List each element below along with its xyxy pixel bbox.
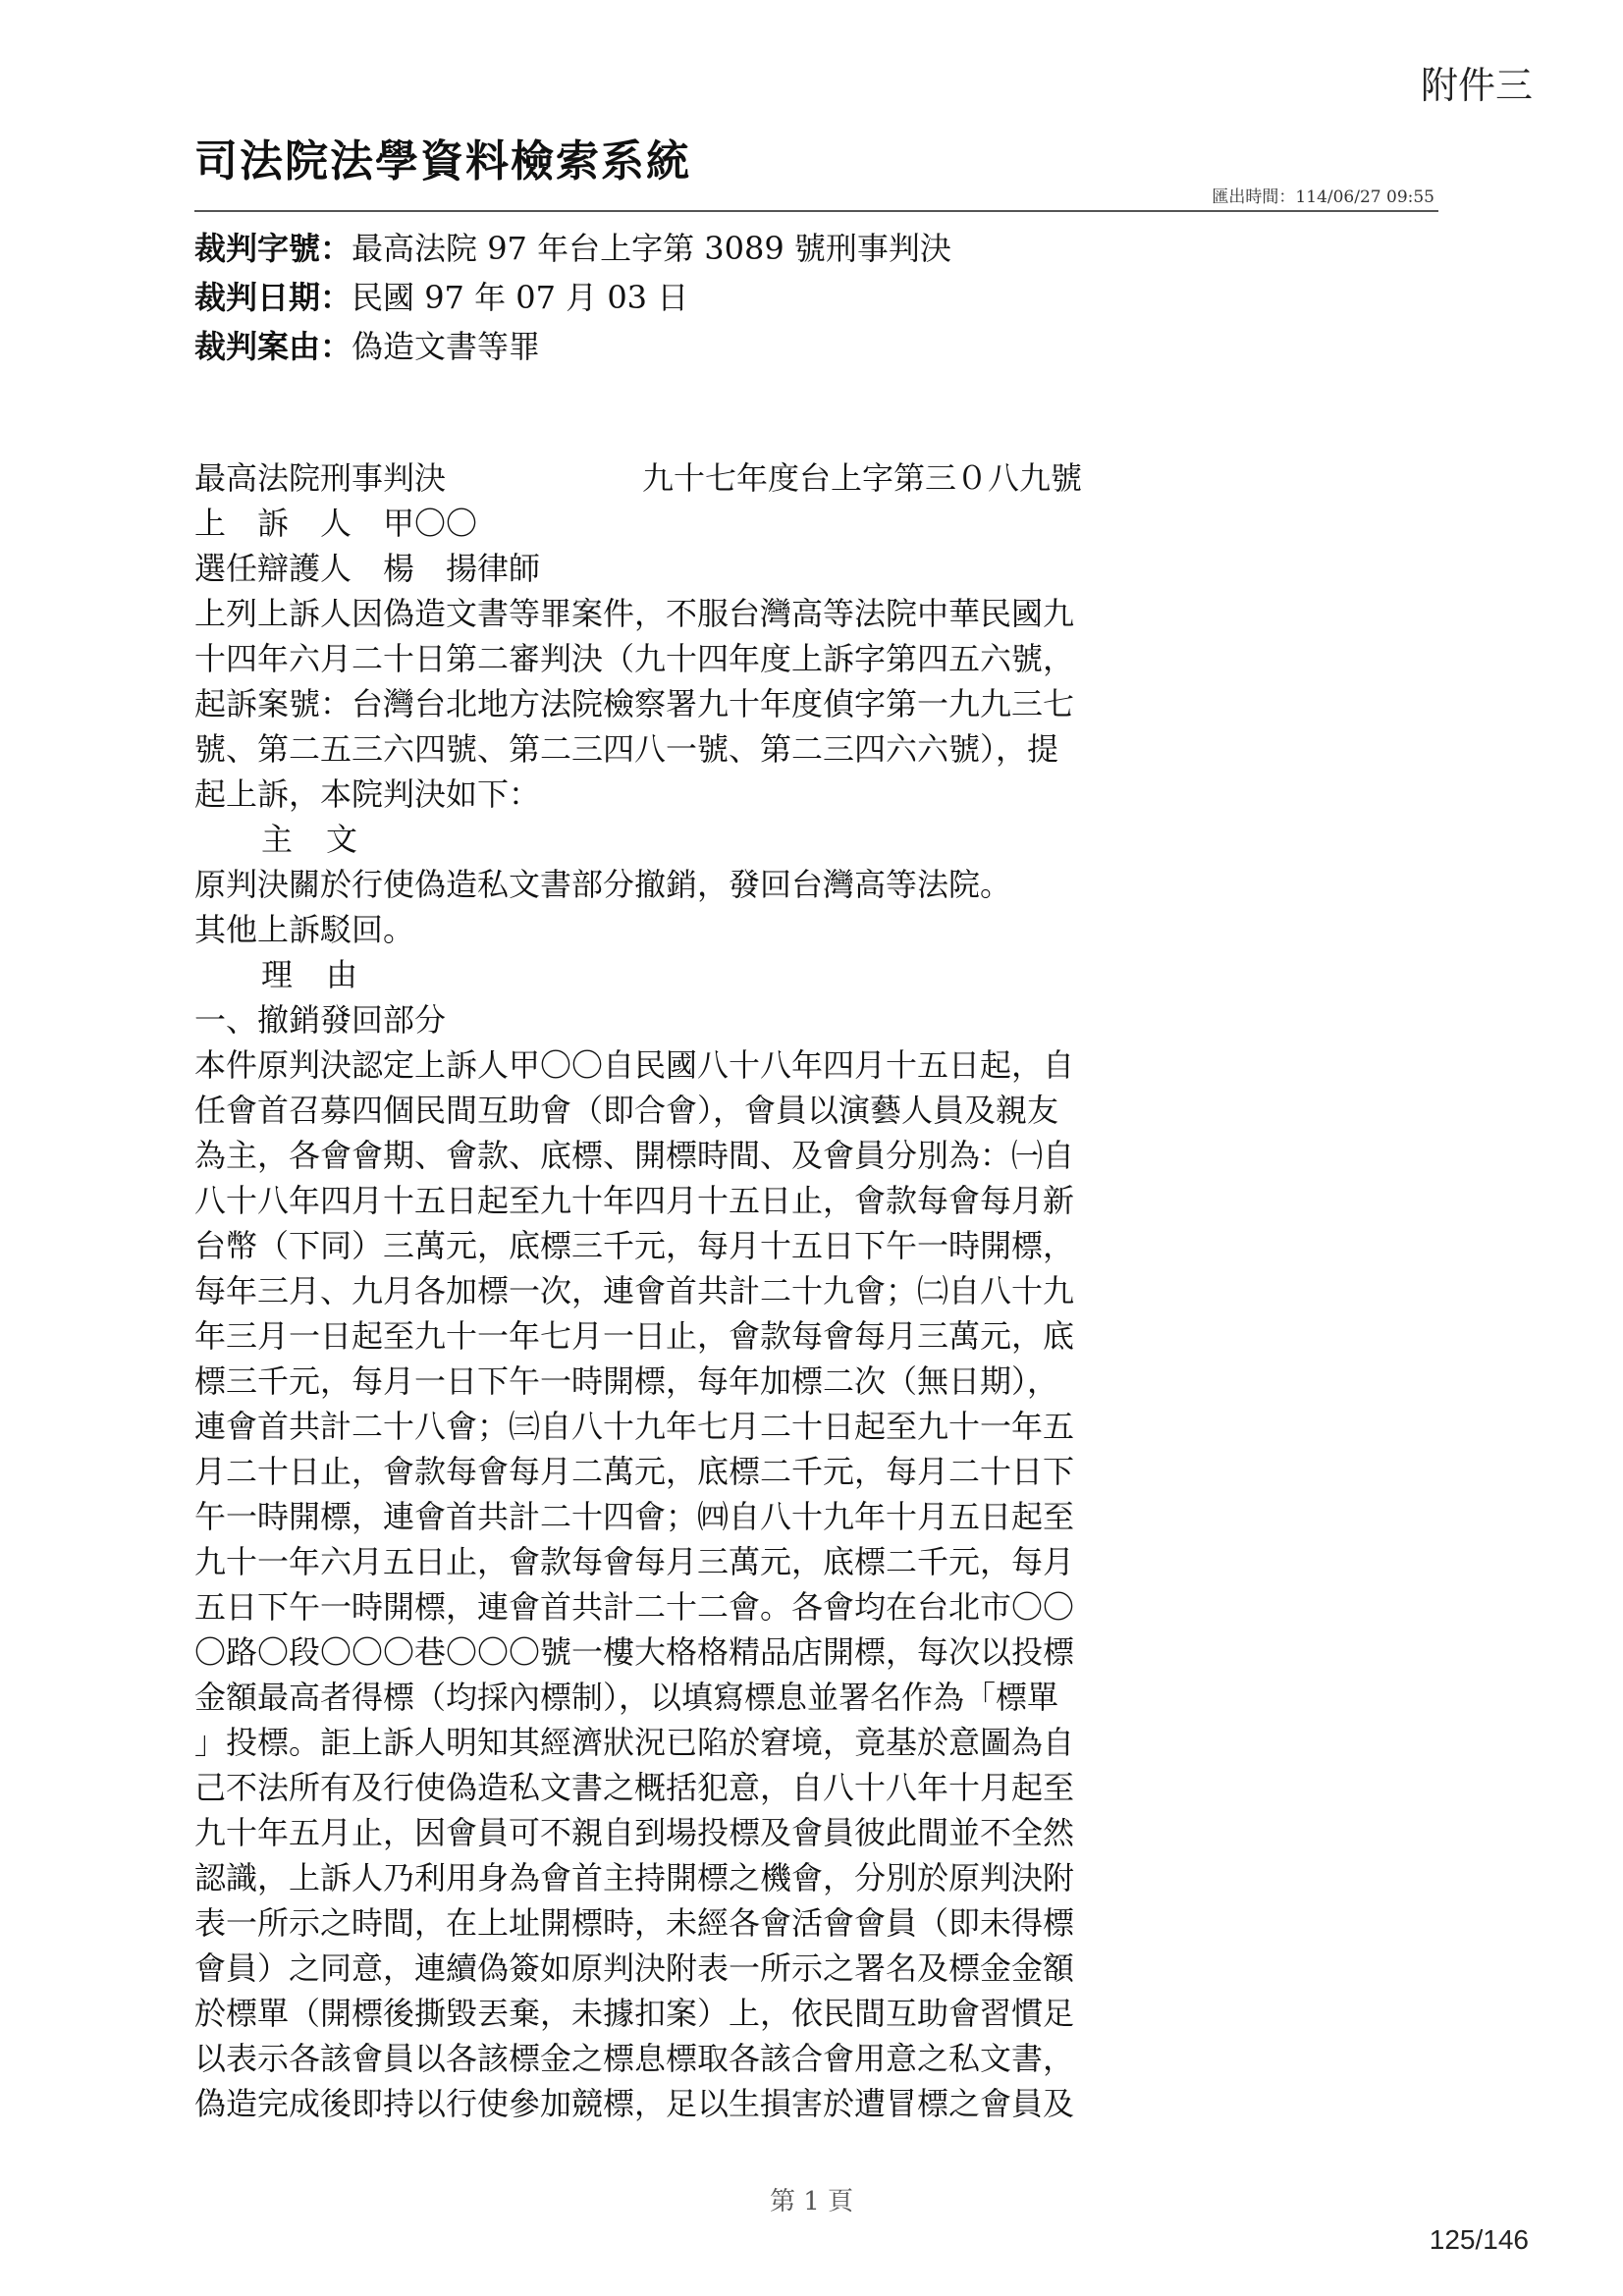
body-line: 金額最高者得標（均採內標制），以填寫標息並署名作為「標單 [194, 1679, 1059, 1716]
case-cause-value: 偽造文書等罪 [352, 328, 541, 365]
body-line: 為主，各會會期、會款、底標、開標時間、及會員分別為：㈠自 [194, 1137, 1075, 1174]
page-footer: 第 1 頁 [769, 2187, 854, 2216]
body-line: 〇路〇段〇〇〇巷〇〇〇號一樓大格格精品店開標，每次以投標 [194, 1633, 1075, 1671]
body-line: 會員）之同意，連續偽簽如原判決附表一所示之署名及標金金額 [194, 1949, 1075, 1987]
case-cause-row [194, 322, 951, 371]
body-line: 原判決關於行使偽造私文書部分撤銷，發回台灣高等法院。 [194, 866, 1012, 903]
body-line: 認識，上訴人乃利用身為會首主持開標之機會，分別於原判決附 [194, 1859, 1075, 1896]
body-line: 其他上訴駁回。 [194, 911, 415, 948]
judgment-date-label: 裁判日期： [194, 279, 352, 316]
reason-heading: 理由 [261, 956, 392, 993]
body-line: 十四年六月二十日第二審判決（九十四年度上訴字第四五六號， [194, 640, 1075, 677]
main-heading: 主文 [261, 821, 392, 858]
page-count: 125/146 [1429, 2224, 1529, 2255]
body-line: 起上訴，本院判決如下： [194, 775, 541, 813]
body-line: 台幣（下同）三萬元，底標三千元，每月十五日下午一時開標， [194, 1227, 1075, 1264]
body-line: 月二十日止，會款每會每月二萬元，底標二千元，每月二十日下 [194, 1453, 1075, 1490]
system-title: 司法院法學資料檢索系統 [194, 136, 691, 187]
body-line: 以表示各該會員以各該標金之標息標取各該合會用意之私文書， [194, 2040, 1075, 2077]
judgment-body [194, 455, 1127, 2126]
body-line: 九十年五月止，因會員可不親自到場投標及會員彼此間並不全然 [194, 1814, 1075, 1851]
case-number-label: 裁判字號： [194, 230, 352, 267]
section-heading: 一、撤銷發回部分 [194, 1001, 447, 1039]
judgment-case-number: 九十七年度台上字第三０八九號 [642, 459, 1083, 497]
reason-paragraph [194, 1042, 1127, 2126]
body-line: 年三月一日起至九十一年七月一日止，會款每會每月三萬元，底 [194, 1317, 1075, 1355]
defender-line: 選任辯護人 楊 揚律師 [194, 550, 541, 587]
case-metadata [194, 224, 951, 371]
body-line: 標三千元，每月一日下午一時開標，每年加標二次（無日期）， [194, 1362, 1059, 1400]
body-line: 連會首共計二十八會；㈢自八十九年七月二十日起至九十一年五 [194, 1408, 1075, 1445]
body-line: 每年三月、九月各加標一次，連會首共計二十九會；㈡自八十九 [194, 1272, 1075, 1309]
appellant-line: 上 訴 人 甲〇〇 [194, 505, 478, 542]
body-line: 號、第二五三六四號、第二三四八一號、第二三四六六號），提 [194, 730, 1059, 768]
body-line: 八十八年四月十五日起至九十年四月十五日止，會款每會每月新 [194, 1182, 1075, 1219]
body-line: 九十一年六月五日止，會款每會每月三萬元，底標二千元，每月 [194, 1543, 1075, 1580]
case-cause-label: 裁判案由： [194, 328, 352, 365]
body-line: 己不法所有及行使偽造私文書之概括犯意，自八十八年十月起至 [194, 1769, 1075, 1806]
body-line: 偽造完成後即持以行使參加競標，足以生損害於遭冒標之會員及 [194, 2085, 1075, 2122]
case-number-row [194, 224, 951, 273]
body-line: 上列上訴人因偽造文書等罪案件，不服台灣高等法院中華民國九 [194, 595, 1075, 632]
body-line: 任會首召募四個民間互助會（即合會），會員以演藝人員及親友 [194, 1092, 1059, 1129]
case-number-value: 最高法院 97 年台上字第 3089 號刑事判決 [352, 230, 951, 267]
judgment-date-row [194, 273, 951, 322]
judgment-date-value: 民國 97 年 07 月 03 日 [352, 279, 689, 316]
body-line: 表一所示之時間，在上址開標時，未經各會活會會員（即未得標 [194, 1904, 1075, 1942]
main-paragraph [194, 862, 1127, 952]
judgment-header-line [194, 455, 1115, 501]
header-divider [194, 210, 1438, 212]
attachment-label: 附件三 [1420, 64, 1533, 107]
body-line: 起訴案號：台灣台北地方法院檢察署九十年度偵字第一九九三七 [194, 685, 1075, 722]
body-line: 午一時開標，連會首共計二十四會；㈣自八十九年十月五日起至 [194, 1498, 1075, 1535]
export-time: 匯出時間：114/06/27 09:55 [1212, 187, 1434, 207]
court-title: 最高法院刑事判決 [194, 459, 447, 497]
body-line: 本件原判決認定上訴人甲〇〇自民國八十八年四月十五日起，自 [194, 1046, 1075, 1084]
body-line: 於標單（開標後撕毀丟棄，未據扣案）上，依民間互助會習慣足 [194, 1995, 1075, 2032]
body-line: 」投標。詎上訴人明知其經濟狀況已陷於窘境，竟基於意圖為自 [194, 1724, 1075, 1761]
body-line: 五日下午一時開標，連會首共計二十二會。各會均在台北市〇〇 [194, 1588, 1075, 1626]
intro-paragraph [194, 591, 1127, 817]
